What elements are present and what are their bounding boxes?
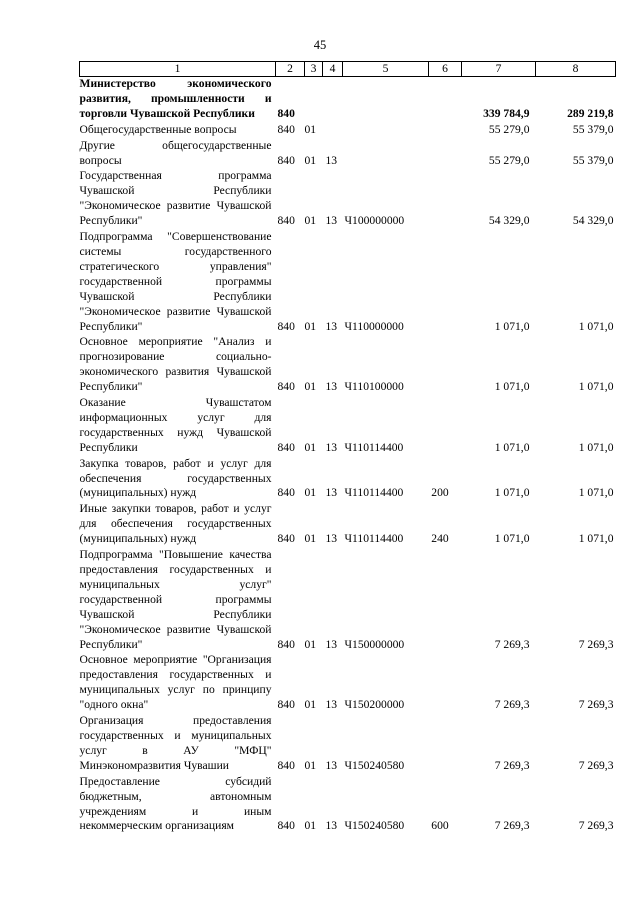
row-expense-type bbox=[429, 169, 462, 230]
row-sum-year2: 7 269,3 bbox=[578, 698, 614, 712]
row-sum-year1: 7 269,3 bbox=[494, 758, 530, 772]
row-expense-type bbox=[429, 653, 462, 714]
row-subsection bbox=[323, 77, 343, 123]
row-gr-code: 840 bbox=[277, 153, 295, 167]
row-section: 01 bbox=[304, 758, 317, 772]
row-section bbox=[305, 77, 323, 123]
table-row bbox=[80, 77, 616, 123]
table-row bbox=[80, 123, 616, 139]
row-subsection bbox=[323, 123, 343, 139]
row-sum-year1: 339 784,9 bbox=[483, 106, 530, 120]
row-gr-code: 840 bbox=[277, 698, 295, 712]
row-sum-year2: 289 219,8 bbox=[567, 106, 614, 120]
row-sum-year1: 55 279,0 bbox=[488, 153, 530, 167]
table-row bbox=[80, 502, 616, 548]
row-sum-year2: 1 071,0 bbox=[578, 440, 614, 454]
row-section: 01 bbox=[304, 319, 317, 333]
row-section: 01 bbox=[304, 380, 317, 394]
row-section: 01 bbox=[304, 819, 317, 833]
row-sum-year1: 7 269,3 bbox=[494, 819, 530, 833]
table-body bbox=[80, 77, 616, 836]
row-section: 01 bbox=[304, 122, 317, 136]
row-subsection: 13 bbox=[325, 637, 338, 651]
row-gr-code: 840 bbox=[277, 758, 295, 772]
header-cell: 7 bbox=[462, 62, 536, 77]
row-expense-type bbox=[429, 714, 462, 775]
table-row bbox=[80, 335, 616, 396]
row-sum-year1: 7 269,3 bbox=[494, 698, 530, 712]
row-target-article: Ч110000000 bbox=[344, 319, 404, 333]
row-name: Общегосударственные вопросы bbox=[79, 122, 237, 136]
row-name: Подпрограмма "Совершенствование системы государственного стратегического управления" государственной программы Чувашской Республики "Экономическое развитие Чувашской Республики" bbox=[79, 230, 272, 333]
header-cell: 2 bbox=[276, 62, 305, 77]
page-number: 45 bbox=[313, 38, 327, 52]
row-gr-code: 840 bbox=[277, 486, 295, 500]
row-expense-type bbox=[429, 335, 462, 396]
table-header bbox=[80, 62, 616, 77]
row-sum-year2: 55 379,0 bbox=[572, 153, 614, 167]
table-row bbox=[80, 169, 616, 230]
row-target-article bbox=[343, 139, 429, 170]
row-target-article: Ч110114400 bbox=[344, 486, 404, 500]
row-sum-year1: 1 071,0 bbox=[494, 380, 530, 394]
row-name: Другие общегосударственные вопросы bbox=[79, 138, 272, 167]
row-name: Иные закупки товаров, работ и услуг для обеспечения государственных (муниципальных) нужд bbox=[79, 502, 272, 546]
table-row bbox=[80, 653, 616, 714]
row-sum-year2: 1 071,0 bbox=[578, 532, 614, 546]
row-name: Организация предоставления государственных и муниципальных услуг в АУ "МФЦ" Минэкономразвития Чувашии bbox=[79, 714, 272, 772]
row-target-article: Ч100000000 bbox=[344, 214, 405, 228]
row-gr-code: 840 bbox=[277, 380, 295, 394]
row-target-article bbox=[343, 77, 429, 123]
row-target-article bbox=[343, 123, 429, 139]
table-row bbox=[80, 396, 616, 457]
row-target-article: Ч110114400 bbox=[344, 532, 404, 546]
row-expense-type bbox=[429, 139, 462, 170]
row-sum-year2: 1 071,0 bbox=[578, 319, 614, 333]
row-sum-year1: 1 071,0 bbox=[494, 440, 530, 454]
row-subsection: 13 bbox=[325, 380, 338, 394]
row-subsection: 13 bbox=[325, 319, 338, 333]
table-row bbox=[80, 775, 616, 836]
row-sum-year1: 54 329,0 bbox=[488, 214, 530, 228]
row-subsection: 13 bbox=[325, 758, 338, 772]
row-sum-year2: 7 269,3 bbox=[578, 819, 614, 833]
row-gr-code: 840 bbox=[277, 319, 295, 333]
row-sum-year2: 1 071,0 bbox=[578, 380, 614, 394]
row-gr-code: 840 bbox=[277, 440, 295, 454]
header-row bbox=[80, 62, 616, 77]
row-sum-year2: 7 269,3 bbox=[578, 758, 614, 772]
row-subsection: 13 bbox=[325, 819, 338, 833]
row-expense-type bbox=[429, 77, 462, 123]
row-target-article: Ч150000000 bbox=[344, 637, 405, 651]
row-sum-year2: 54 329,0 bbox=[572, 214, 614, 228]
row-target-article: Ч150240580 bbox=[344, 758, 405, 772]
row-section: 01 bbox=[304, 698, 317, 712]
table-row bbox=[80, 139, 616, 170]
row-name: Основное мероприятие "Анализ и прогнозирование социально-экономического развития Чувашской Республики" bbox=[79, 335, 272, 394]
row-sum-year1: 1 071,0 bbox=[494, 319, 530, 333]
row-expense-type: 200 bbox=[431, 486, 449, 500]
row-sum-year2: 7 269,3 bbox=[578, 637, 614, 651]
row-expense-type bbox=[429, 123, 462, 139]
header-cell: 5 bbox=[343, 62, 429, 77]
row-section: 01 bbox=[304, 440, 317, 454]
row-section: 01 bbox=[304, 532, 317, 546]
row-expense-type bbox=[429, 230, 462, 335]
header-cell: 1 bbox=[80, 62, 276, 77]
row-sum-year2: 1 071,0 bbox=[578, 486, 614, 500]
row-name: Оказание Чувашстатом информационных услуг для государственных нужд Чувашской Республики bbox=[79, 396, 272, 454]
row-sum-year1: 7 269,3 bbox=[494, 637, 530, 651]
row-target-article: Ч150200000 bbox=[344, 698, 405, 712]
header-cell: 3 bbox=[305, 62, 323, 77]
row-name: Подпрограмма "Повышение качества предоставления государственных и муниципальных услуг" государственной программы Чувашской Республики "Экономическое развитие Чувашской Республики" bbox=[79, 548, 272, 651]
row-subsection: 13 bbox=[325, 698, 338, 712]
row-subsection: 13 bbox=[325, 153, 338, 167]
row-name: Предоставление субсидий бюджетным, автономным учреждениям и иным некоммерческим организациям bbox=[79, 774, 272, 833]
row-name: Государственная программа Чувашской Республики "Экономическое развитие Чувашской Республики" bbox=[79, 169, 272, 228]
header-cell: 8 bbox=[536, 62, 616, 77]
row-target-article: Ч150240580 bbox=[344, 819, 405, 833]
row-subsection: 13 bbox=[325, 214, 338, 228]
table-row bbox=[80, 548, 616, 653]
row-subsection: 13 bbox=[325, 440, 338, 454]
table-row bbox=[80, 230, 616, 335]
row-expense-type bbox=[429, 548, 462, 653]
row-gr-code: 840 bbox=[277, 106, 295, 120]
row-target-article: Ч110114400 bbox=[344, 440, 404, 454]
row-section: 01 bbox=[304, 486, 317, 500]
row-name: Закупка товаров, работ и услуг для обеспечения государственных (муниципальных) нужд bbox=[79, 456, 272, 500]
row-sum-year2: 55 379,0 bbox=[572, 122, 614, 136]
header-cell: 4 bbox=[323, 62, 343, 77]
table-row bbox=[80, 457, 616, 503]
row-sum-year1: 1 071,0 bbox=[494, 486, 530, 500]
row-gr-code: 840 bbox=[277, 637, 295, 651]
row-sum-year1: 1 071,0 bbox=[494, 532, 530, 546]
budget-table bbox=[79, 61, 616, 835]
table-row bbox=[80, 714, 616, 775]
row-name: Министерство экономического развития, промышленности и торговли Чувашской Республики bbox=[79, 77, 272, 120]
row-target-article: Ч110100000 bbox=[344, 380, 404, 394]
row-expense-type bbox=[429, 396, 462, 457]
row-subsection: 13 bbox=[325, 532, 338, 546]
row-name: Основное мероприятие "Организация предоставления государственных и муниципальных услуг по принципу "одного окна" bbox=[79, 653, 272, 712]
row-gr-code: 840 bbox=[277, 819, 295, 833]
header-cell: 6 bbox=[429, 62, 462, 77]
row-section: 01 bbox=[304, 214, 317, 228]
row-gr-code: 840 bbox=[277, 214, 295, 228]
row-expense-type: 240 bbox=[431, 532, 449, 546]
row-sum-year1: 55 279,0 bbox=[488, 122, 530, 136]
row-section: 01 bbox=[304, 153, 317, 167]
row-expense-type: 600 bbox=[431, 819, 449, 833]
row-gr-code: 840 bbox=[277, 532, 295, 546]
row-section: 01 bbox=[304, 637, 317, 651]
row-gr-code: 840 bbox=[277, 122, 295, 136]
row-subsection: 13 bbox=[325, 486, 338, 500]
